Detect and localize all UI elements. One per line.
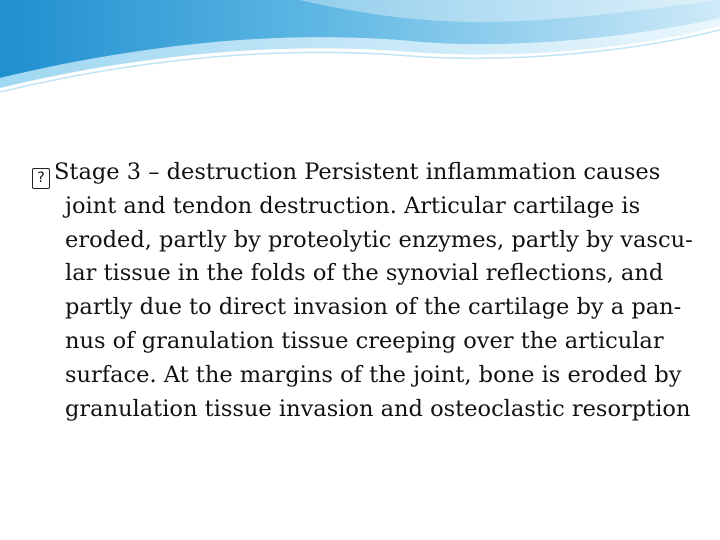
missing-glyph-icon: ? (32, 168, 50, 189)
slide-text: Stage 3 – destruction Persistent inflammation causes joint and tendon destruction. Articular cartilage is eroded, partly by proteolytic enzymes, partly by vascu- lar tissue in the folds of the synovial reflections, and partly due to direct invasion of the cartilage by a pan- nus of granulation tissue creeping over the articular surface. At the margins of the joint, bone is eroded by granulation tissue invasion and osteoclastic resorption (54, 159, 693, 422)
header-wave-decoration (0, 0, 720, 110)
body-paragraph (32, 156, 705, 426)
